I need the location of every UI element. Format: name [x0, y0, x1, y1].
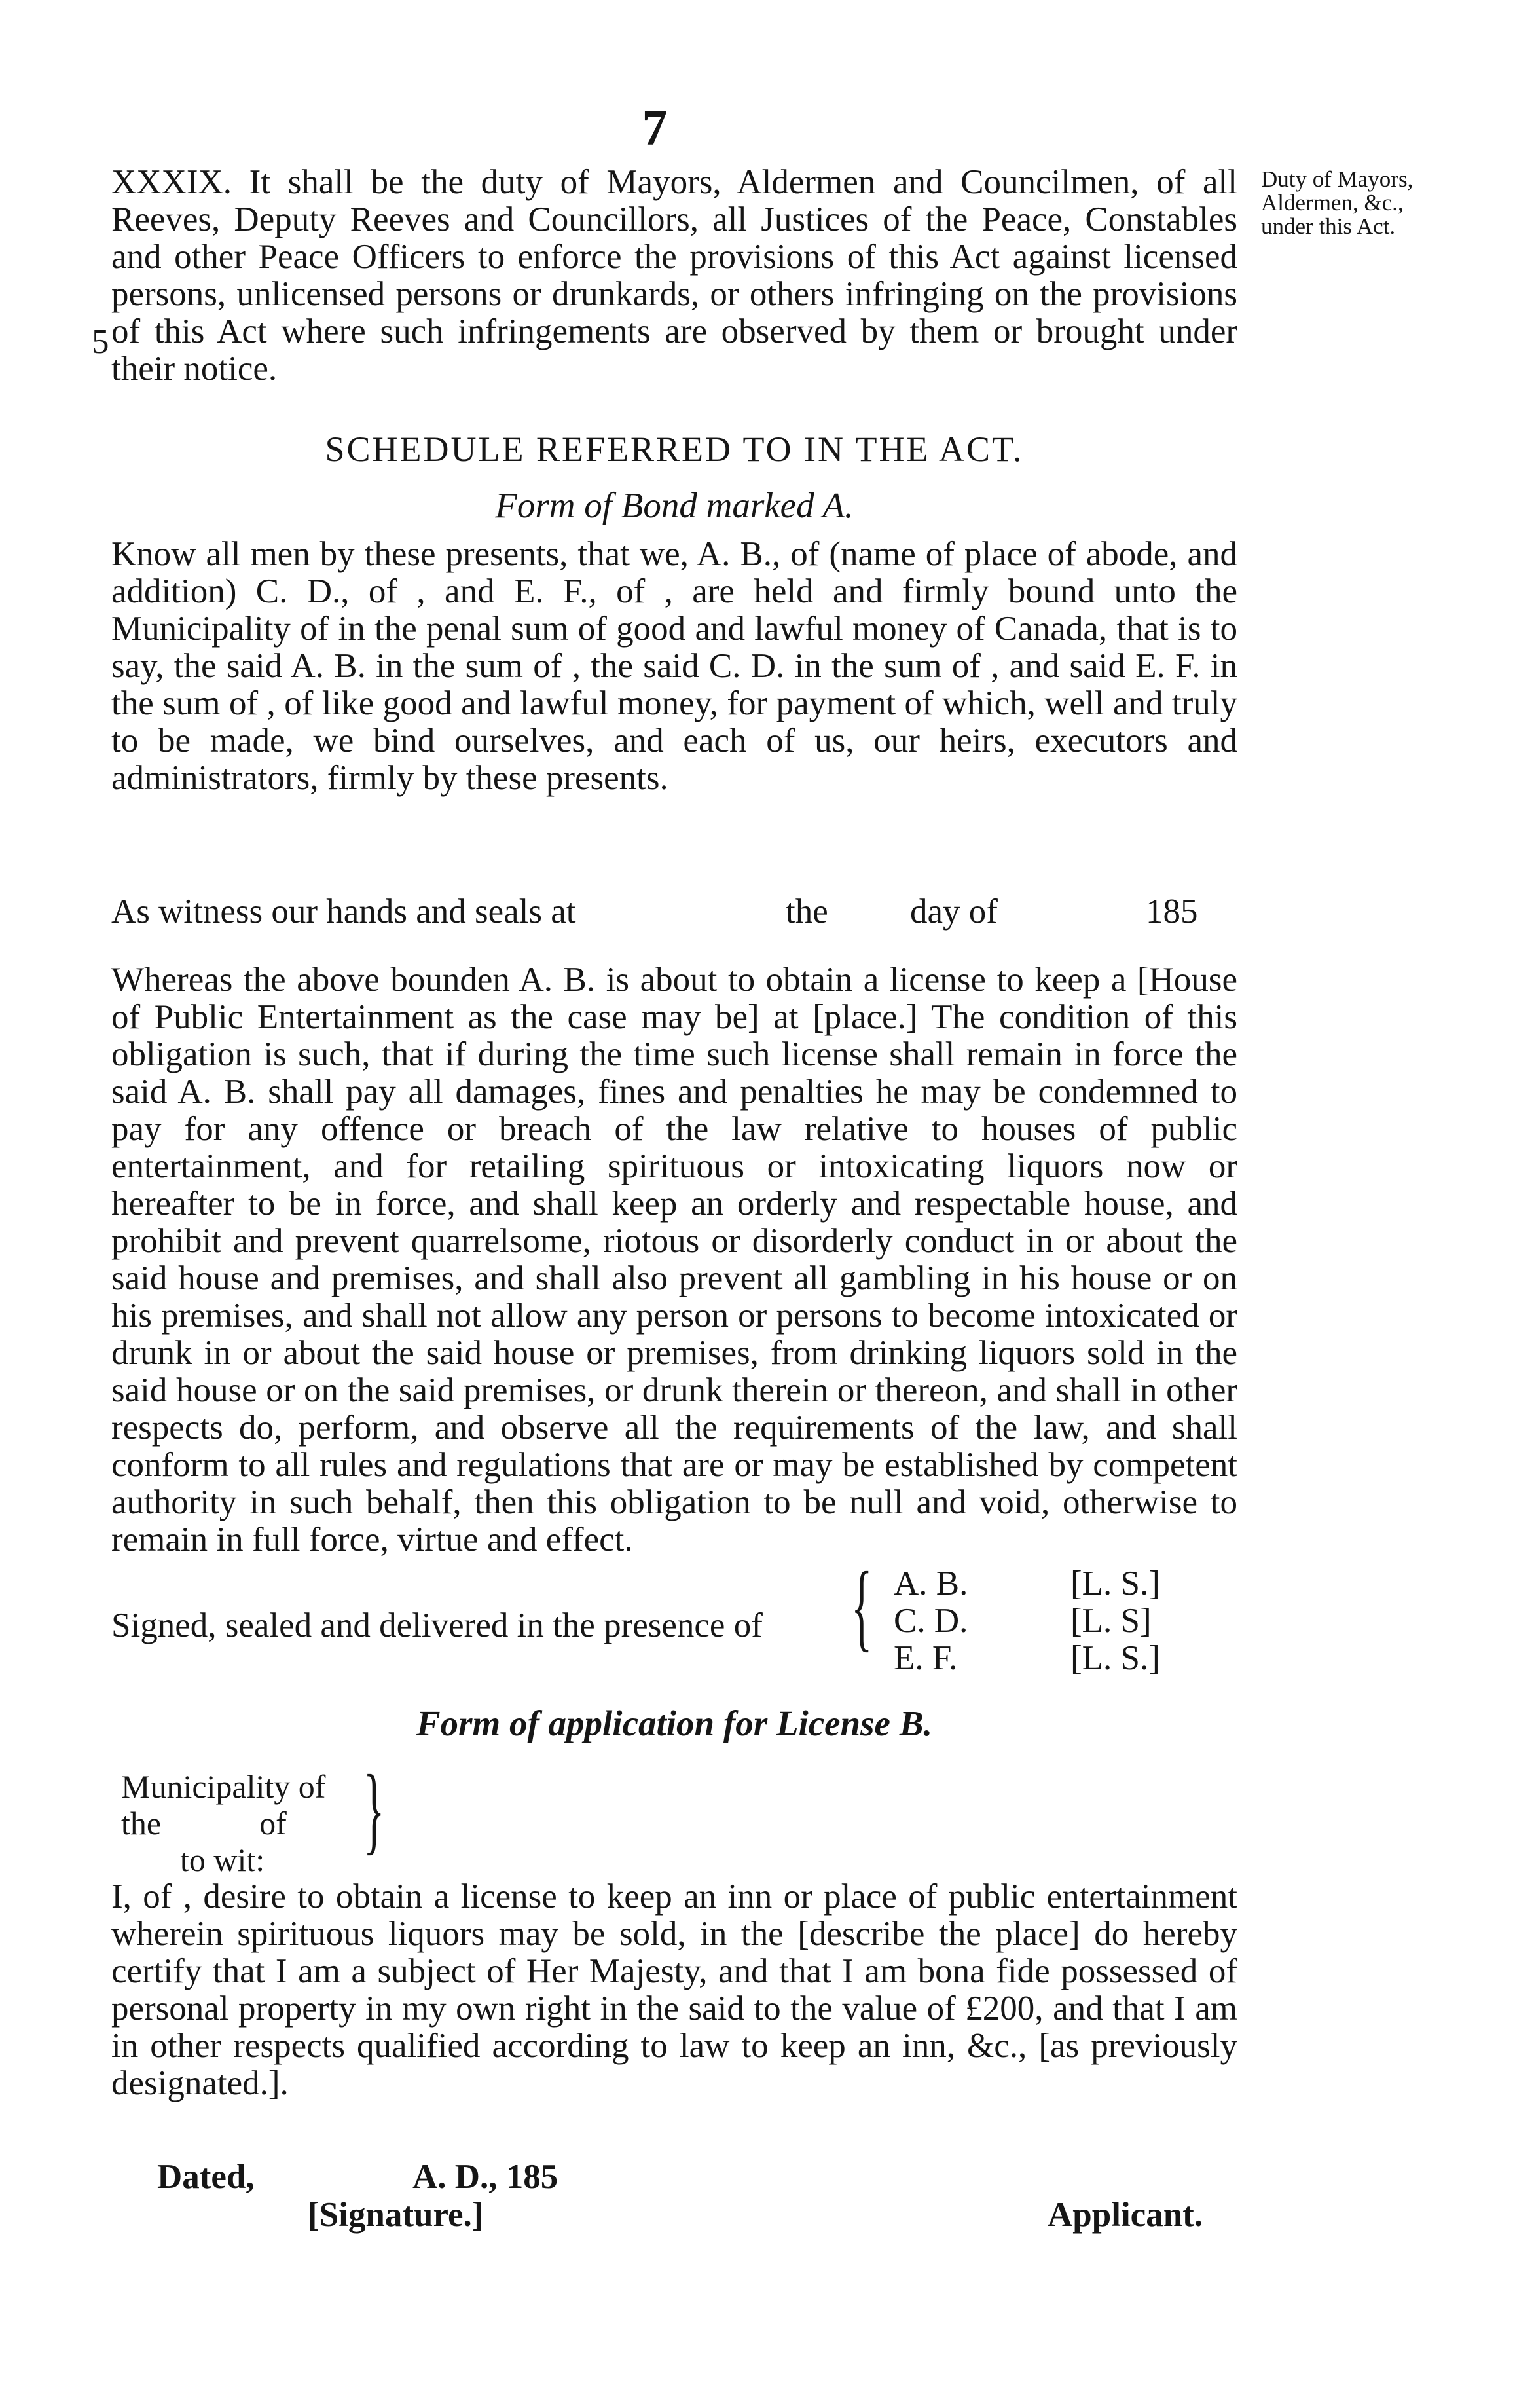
schedule-heading: SCHEDULE REFERRED TO IN THE ACT.	[325, 430, 1024, 469]
municipality-brace: }	[363, 1755, 385, 1864]
municipality-line: the of	[121, 1805, 287, 1842]
form-a-title: Form of Bond marked A.	[495, 485, 854, 525]
bond-paragraph: Know all men by these presents, that we, A. B., of (name of place of abode, and addition) C. D., of , and E. F., of , are held and firmly bound unto the Municipality of in the penal sum of good and lawful money of Canada, that is to say, the said A. B. in the sum of , the said C. D. in the sum of , and said E. F. in the sum of , of like good and lawful money, for payment of which, well and truly to be made, we bind ourselves, and each of us, our heirs, executors and administrators, firmly by these presents.	[111, 535, 1237, 797]
signature-placeholder: [Signature.]	[308, 2196, 484, 2234]
witness-the: the	[786, 893, 828, 931]
anno-domini: A. D., 185	[412, 2158, 558, 2196]
margin-side-note: Duty of Mayors, Aldermen, &c., under this Act.	[1261, 166, 1414, 239]
dated-label: Dated,	[157, 2158, 255, 2196]
signatory-name: C. D.	[894, 1602, 968, 1640]
witness-text: As witness our hands and seals at	[111, 893, 576, 931]
applicant-label: Applicant.	[1048, 2196, 1203, 2234]
municipality-line: Municipality of	[121, 1768, 326, 1805]
witness-year: 185	[1146, 893, 1198, 931]
signatory-name: A. B.	[894, 1565, 968, 1602]
page-number: 7	[642, 99, 668, 156]
seal-mark: [L. S.]	[1070, 1565, 1160, 1602]
signatory-name: E. F.	[894, 1639, 958, 1677]
municipality-caption	[121, 1768, 325, 1878]
seal-mark: [L. S.]	[1070, 1639, 1160, 1677]
margin-line-number: 5	[92, 323, 109, 361]
witness-day-of: day of	[910, 893, 998, 931]
signatory-names	[894, 1565, 968, 1677]
section-39-paragraph: XXXIX. It shall be the duty of Mayors, Aldermen and Councilmen, of all Reeves, Deputy Reeves and Councillors, all Justices of the Peace, Constables and other Peace Officers to enforce the provisions of this Act against licensed persons, unlicensed persons or drunkards, or others infringing on the provisions of this Act where such infringements are observed by them or brought under their notice.	[111, 163, 1237, 388]
signatory-seals	[1070, 1565, 1160, 1677]
signatories-brace: {	[851, 1552, 873, 1661]
form-b-title: Form of application for License B.	[416, 1703, 933, 1743]
application-paragraph: I, of , desire to obtain a license to keep an inn or place of public entertainment wherein spirituous liquors may be sold, in the [describe the place] do hereby certify that I am a subject of Her Majesty, and that I am bona fide possessed of personal property in my own right in the said to the value of £200, and that I am in other respects qualified according to law to keep an inn, &c., [as previously designated.].	[111, 1878, 1237, 2102]
signed-statement: Signed, sealed and delivered in the presence of	[111, 1606, 763, 1644]
municipality-line: to wit:	[180, 1842, 265, 1878]
seal-mark: [L. S]	[1070, 1602, 1152, 1640]
condition-paragraph: Whereas the above bounden A. B. is about to obtain a license to keep a [House of Public Entertainment as the case may be] at [place.] The condition of this obligation is such, that if during the time such license shall remain in force the said A. B. shall pay all damages, fines and penalties he may be condemned to pay for any offence or breach of the law relative to houses of public entertainment, and for retailing spirituous or intoxicating liquors now or hereafter to be in force, and shall keep an orderly and respectable house, and prohibit and prevent quarrelsome, riotous or disorderly conduct in or about the said house and premises, and shall also prevent all gambling in his house or on his premises, and shall not allow any person or persons to become intoxicated or drunk in or about the said house or premises, from drinking liquors sold in the said house or on the said premises, or drunk therein or thereon, and shall in other respects do, perform, and observe all the requirements of the law, and shall conform to all rules and regulations that are or may be established by competent authority in such behalf, then this obligation to be null and void, otherwise to remain in full force, virtue and effect.	[111, 961, 1237, 1559]
